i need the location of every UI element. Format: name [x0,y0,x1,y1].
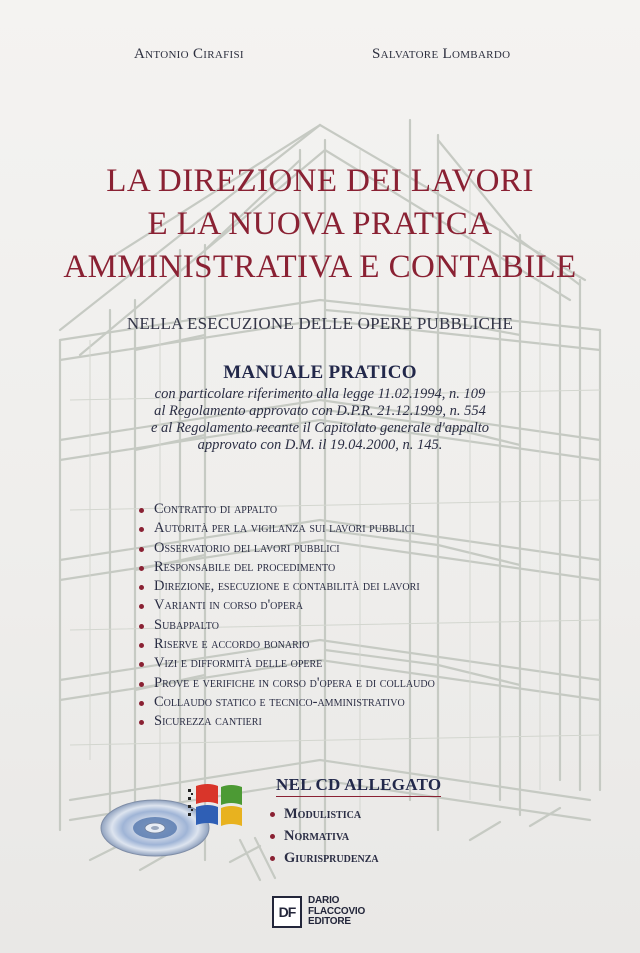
topic-label: Vizi e difformità delle opere [154,655,323,672]
topic-label: Contratto di appalto [154,501,278,517]
topic-item [138,539,558,558]
topic-item [138,577,558,596]
topic-label: Collaudo statico e tecnico-amministrativo [154,693,405,710]
topic-item [138,500,558,519]
author-2: Salvatore Lombardo [372,46,511,62]
topic-item [138,674,558,693]
publisher-name [308,896,368,928]
topic-item [138,693,558,712]
topic-item [138,558,558,577]
bullet-icon [270,834,275,839]
cd-items-list [268,803,508,869]
bullet-icon [139,585,144,590]
topics-list [138,500,558,732]
manual-heading: MANUALE PRATICO [223,362,417,383]
topic-label: Varianti in corso d'opera [154,597,303,614]
bullet-icon [139,604,144,609]
book-subtitle: NELLA ESECUZIONE DELLE OPERE PUBBLICHE [126,314,514,333]
publisher-name-line: FLACCOVIO [308,905,366,917]
title-line-3: AMMINISTRATIVA E CONTABILE [63,249,577,285]
topic-label: Prove e verifiche in corso d'opera e di collaudo [154,674,435,691]
bullet-icon [139,566,144,571]
bullet-icon [270,856,275,861]
cd-item [268,847,508,869]
bullet-icon [139,643,144,648]
cd-heading: NEL CD ALLEGATO [276,775,441,797]
cd-rom-icon [100,776,255,861]
topic-item [138,616,558,635]
cd-contents [268,775,508,869]
cd-item-label: Giurisprudenza [284,850,379,866]
topic-label: Riserve e accordo bonario [154,636,310,653]
bullet-icon [270,812,275,817]
manual-line: con particolare riferimento alla legge 11.02.1994, n. 109 [154,386,486,402]
topic-item [138,519,558,538]
cd-item-label: Modulistica [284,806,362,822]
bullet-icon [139,701,144,706]
topic-item [138,596,558,615]
cd-item [268,825,508,847]
topic-item [138,712,558,731]
book-title [20,160,620,289]
cd-item [268,803,508,825]
topic-item [138,654,558,673]
title-line-2: E LA NUOVA PRATICA [147,206,493,242]
cd-item-label: Normativa [284,828,350,844]
topic-label: Autorità per la vigilanza sui lavori pubblici [154,520,415,537]
bullet-icon [139,624,144,629]
publisher-mark: DF [272,896,302,928]
bullet-icon [139,662,144,667]
publisher-name-line: EDITORE [308,916,351,927]
topic-label: Responsabile del procedimento [154,558,336,575]
title-line-1: LA DIREZIONE DEI LAVORI [106,163,534,199]
author-1: Antonio Cirafisi [134,46,244,62]
topic-label: Osservatorio dei lavori pubblici [154,539,340,556]
topic-item [138,635,558,654]
manual-line: approvato con D.M. il 19.04.2000, n. 145. [197,437,443,453]
bullet-icon [139,720,144,725]
bullet-icon [139,508,144,513]
bullet-icon [139,682,144,687]
bullet-icon [139,527,144,532]
topic-label: Sicurezza cantieri [154,713,262,730]
topic-label: Direzione, esecuzione e contabilità dei lavori [154,578,420,595]
bullet-icon [139,547,144,552]
topic-label: Subappalto [154,616,219,633]
manual-description [60,362,580,454]
manual-line: al Regolamento approvato con D.P.R. 21.12.1999, n. 554 [154,403,486,419]
publisher-name-line: DARIO [308,895,340,906]
manual-line: e al Regolamento recante il Capitolato generale d'appalto [150,420,490,436]
